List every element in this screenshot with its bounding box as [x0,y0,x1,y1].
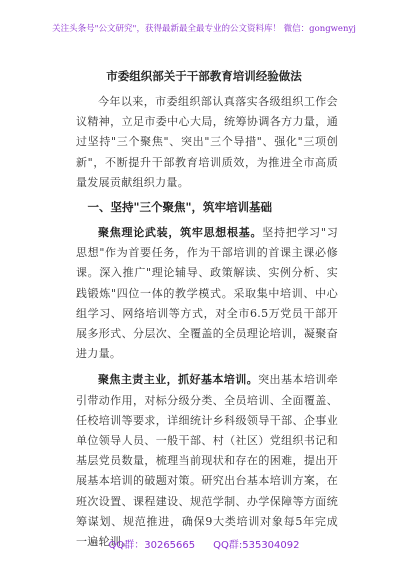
intro-paragraph: 今年以来，市委组织部认真落实各级组织工作会议精神，立足市委中心大局，统筹协调各方力量，通过坚持"三个聚焦"、突出"三个导措"、强化"三项创新"，不断提升干部教育培训质效，为推进全市高质量发展贡献组织力量。 [76,95,338,189]
document-body [76,92,338,552]
document-title: 市委组织部关于干部教育培训经验做法 [106,69,302,83]
header-promo-note: 关注头条号"公文研究"，获得最新最全最专业的公文资料库！ 微信：gongwenyj [52,24,356,34]
section-heading-1: 一、坚持"三个聚焦"，筑牢培训基础 [87,200,272,215]
footer-qq-group-2: QQ群:535304092 [213,540,300,551]
item-text-2: 突出基本培训牵引带动作用，对标分级分类、全员培训、全面覆盖、任校培训等要求，详细统计乡科级领导干部、企事业单位领导人员、一般干部、村（社区）党组织书记和基层党员数量，梳理当前现状和存在的困难，提出开展基本培训的破题对策。研究出台基本培训方案，在班次设置、课程建设、规范学制、办学保障等方面统筹谋划、规范推进，确保9大类培训对象每5年完成一遍轮训。 [76,373,338,549]
item-lead-1: 聚焦理论武装，筑牢思想根基。 [98,226,263,240]
footer-contact [0,536,408,551]
item-text-1: 坚持把学习"习思想"作为首要任务，作为干部培训的首课主课必修课。深入推广"理论辅导、政策解读、实例分析、实践锻炼"四位一体的教学模式。采取集中培训、中心组学习、网络培训等方式，对全市6.5万党员干部开展多形式、分层次、全覆盖的全员理论培训，凝聚奋进力量。 [76,226,338,361]
item-paragraph-2 [76,370,338,552]
footer-qq-group-1: QQ群：30265665 [108,540,196,551]
item-lead-2: 聚焦主责主业，抓好基本培训。 [98,373,259,387]
item-paragraph-1 [76,223,338,364]
